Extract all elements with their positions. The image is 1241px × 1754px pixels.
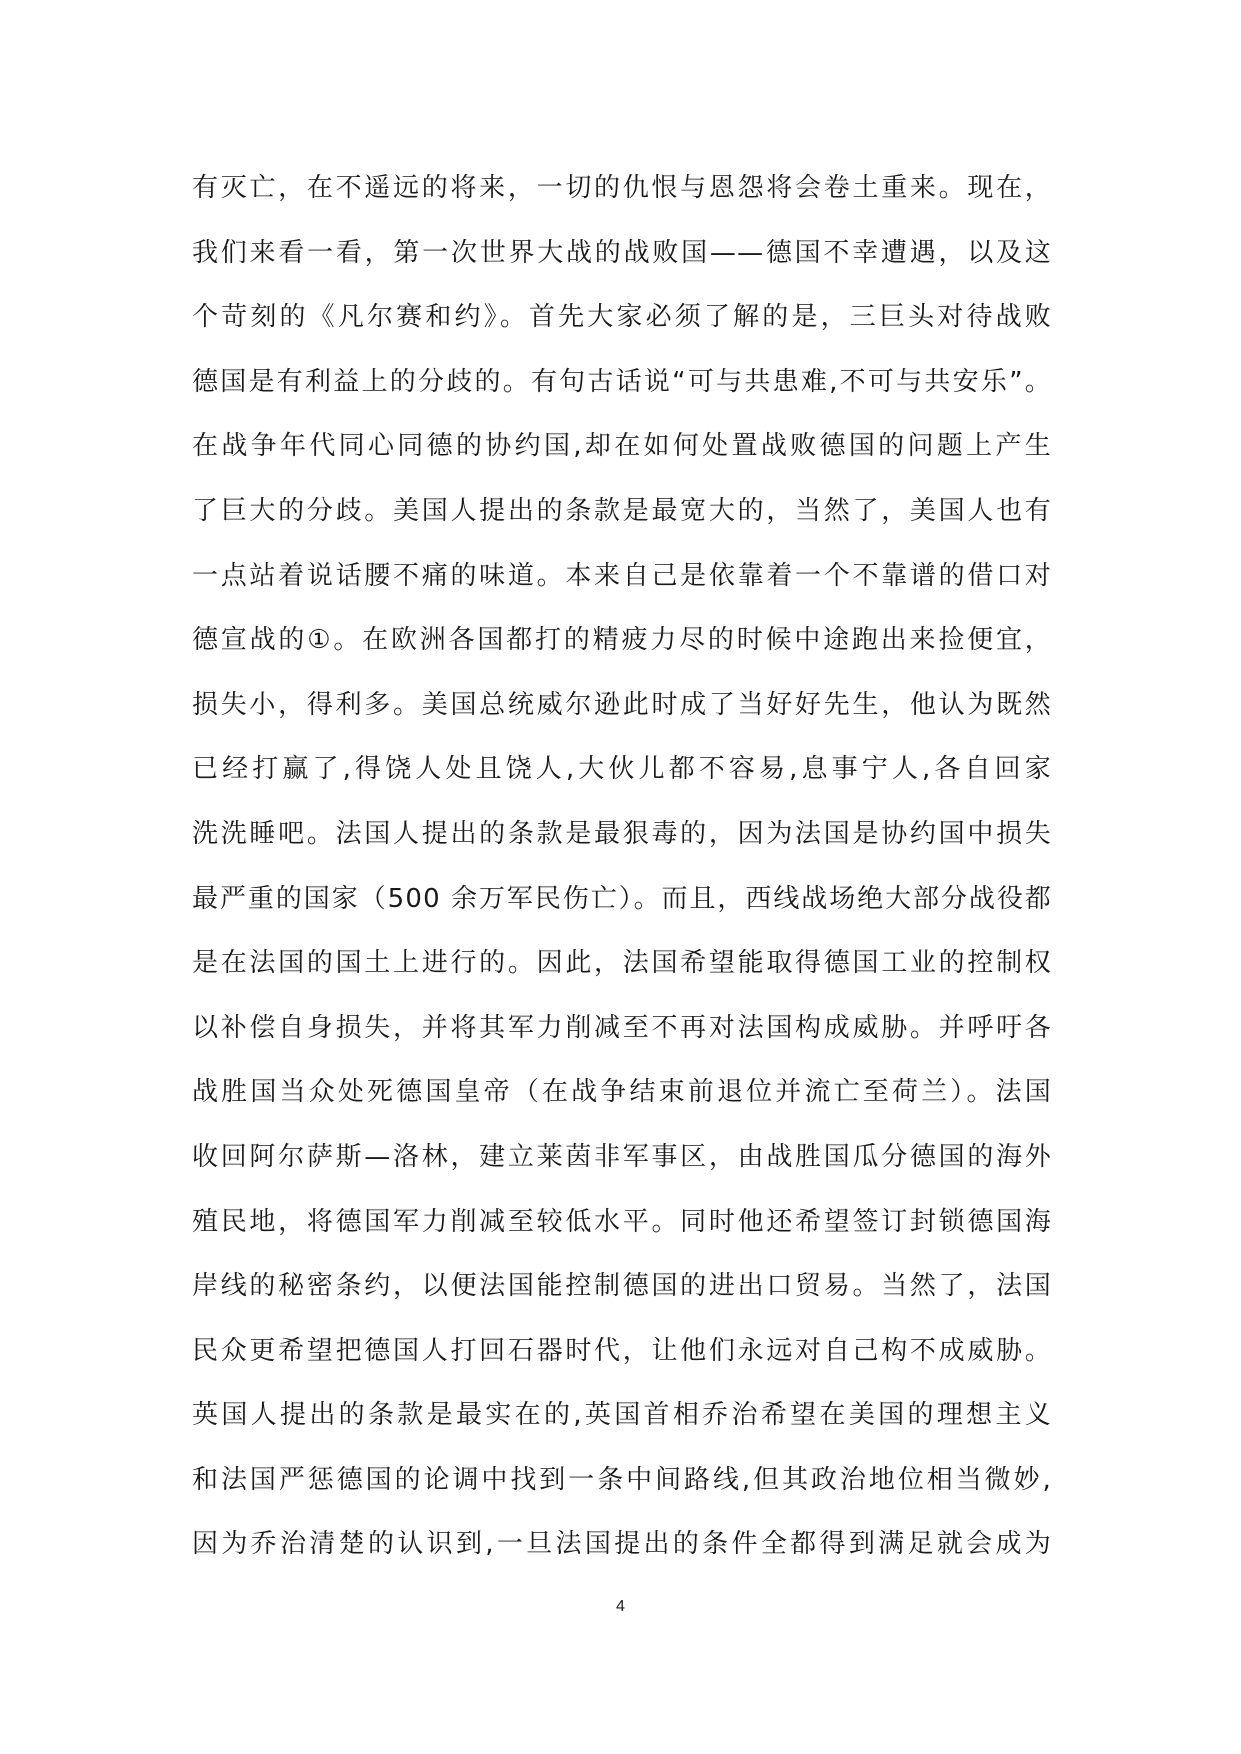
text-line: 最严重的国家（500 余万军民伤亡）。而且，西线战场绝大部分战役都 (192, 883, 1052, 914)
text-line: 损失小，得利多。美国总统威尔逊此时成了当好好先生，他认为既然 (192, 689, 1052, 720)
text-line: 我们来看一看，第一次世界大战的战败国——德国不幸遭遇，以及这 (192, 237, 1052, 268)
text-line: 战胜国当众处死德国皇帝（在战争结束前退位并流亡至荷兰）。法国 (192, 1077, 1052, 1108)
text-line: 德宣战的①。在欧洲各国都打的精疲力尽的时候中途跑出来捡便宜， (192, 625, 1052, 656)
text-line: 岸线的秘密条约，以便法国能控制德国的进出口贸易。当然了，法国 (192, 1271, 1052, 1302)
text-line: 以补偿自身损失，并将其军力削减至不再对法国构成威胁。并呼吁各 (192, 1012, 1052, 1043)
text-line: 民众更希望把德国人打回石器时代，让他们永远对自己构不成威胁。 (192, 1335, 1052, 1366)
text-line: 有灭亡，在不遥远的将来，一切的仇恨与恩怨将会卷土重来。现在， (192, 173, 1052, 203)
text-line: 洗洗睡吧。法国人提出的条款是最狠毒的，因为法国是协约国中损失 (192, 818, 1052, 849)
text-line: 已经打赢了,得饶人处且饶人,大伙儿都不容易,息事宁人,各自回家 (192, 754, 1052, 785)
text-line: 一点站着说话腰不痛的味道。本来自己是依靠着一个不靠谱的借口对 (192, 560, 1052, 591)
body-text (192, 156, 1052, 1577)
text-line: 和法国严惩德国的论调中找到一条中间路线,但其政治地位相当微妙, (192, 1464, 1052, 1495)
text-line: 收回阿尔萨斯—洛林，建立莱茵非军事区，由战胜国瓜分德国的海外 (192, 1141, 1052, 1172)
text-line: 殖民地，将德国军力削减至较低水平。同时他还希望签订封锁德国海 (192, 1206, 1052, 1237)
text-line: 英国人提出的条款是最实在的,英国首相乔治希望在美国的理想主义 (192, 1400, 1052, 1431)
text-line: 个苛刻的《凡尔赛和约》。首先大家必须了解的是，三巨头对待战败 (192, 302, 1052, 333)
text-line: 是在法国的国土上进行的。因此，法国希望能取得德国工业的控制权 (192, 948, 1052, 979)
text-line: 在战争年代同心同德的协约国,却在如何处置战败德国的问题上产生 (192, 431, 1052, 462)
page-number: 4 (616, 1598, 625, 1615)
text-line: 德国是有利益上的分歧的。有句古话说“可与共患难,不可与共安乐”。 (192, 366, 1052, 397)
text-line: 因为乔治清楚的认识到,一旦法国提出的条件全都得到满足就会成为 (192, 1529, 1052, 1560)
text-line: 了巨大的分歧。美国人提出的条款是最宽大的，当然了，美国人也有 (192, 495, 1052, 526)
